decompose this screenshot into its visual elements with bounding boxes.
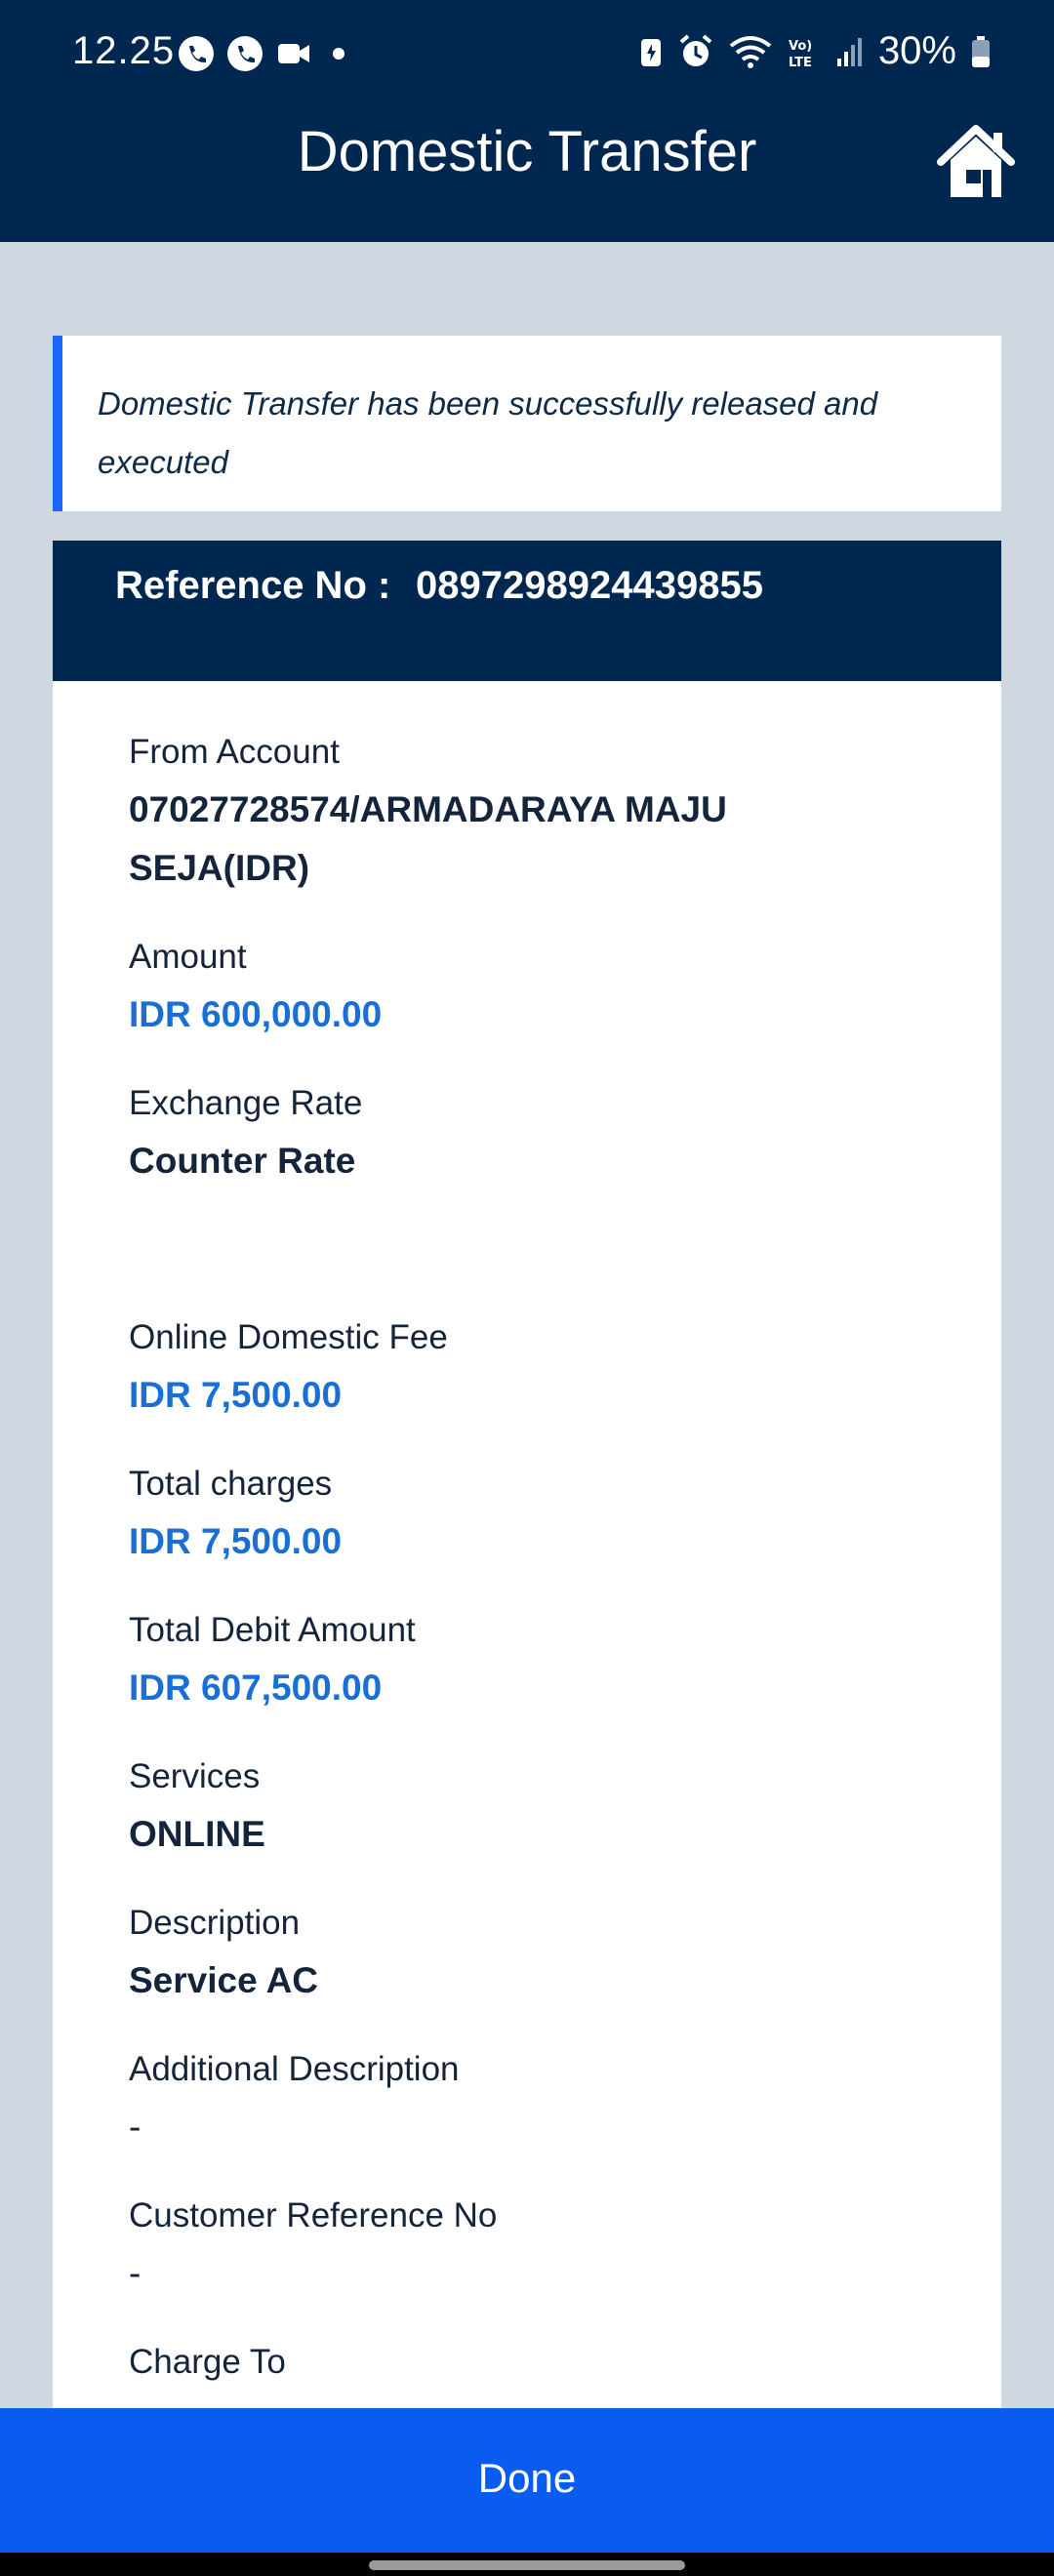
field-value: ONLINE bbox=[129, 1814, 265, 1854]
field-value: Service AC bbox=[129, 1960, 319, 2000]
reference-value: 0897298924439855 bbox=[416, 564, 763, 607]
home-icon bbox=[935, 121, 1017, 203]
alarm-icon bbox=[677, 33, 714, 70]
page-title: Domestic Transfer bbox=[297, 120, 757, 183]
field-customer-reference-no bbox=[129, 2194, 910, 2303]
volte-icon bbox=[787, 33, 822, 70]
field-label: Total Debit Amount bbox=[129, 1611, 416, 1649]
svg-text:LTE: LTE bbox=[788, 55, 812, 70]
battery-saver-icon bbox=[638, 33, 664, 70]
field-value: IDR 607,500.00 bbox=[129, 1668, 383, 1708]
home-gesture-handle[interactable] bbox=[369, 2560, 685, 2570]
done-label: Done bbox=[477, 2455, 577, 2501]
field-label: Amount bbox=[129, 938, 247, 976]
field-label: Additional Description bbox=[129, 2050, 460, 2088]
reference-label: Reference No : bbox=[115, 564, 391, 607]
field-from-account bbox=[129, 730, 910, 898]
field-label: Total charges bbox=[129, 1465, 333, 1503]
wifi-icon bbox=[728, 33, 773, 70]
alert-message: Domestic Transfer has been successfully released and executed bbox=[98, 385, 878, 480]
field-value: IDR 600,000.00 bbox=[129, 994, 383, 1034]
phone-call-icon bbox=[178, 35, 215, 72]
reference-band bbox=[53, 541, 1001, 681]
field-exchange-rate bbox=[129, 1081, 910, 1190]
field-services bbox=[129, 1754, 910, 1864]
field-value: IDR 7,500.00 bbox=[129, 1521, 343, 1561]
field-label: Description bbox=[129, 1904, 301, 1942]
field-value: - bbox=[129, 2253, 142, 2293]
battery-icon bbox=[970, 33, 992, 70]
done-button[interactable] bbox=[0, 2408, 1054, 2553]
app-header bbox=[0, 0, 1054, 242]
field-value: Counter Rate bbox=[129, 1141, 356, 1181]
phone-call-icon bbox=[226, 35, 264, 72]
field-label: Online Domestic Fee bbox=[129, 1318, 448, 1356]
system-nav-bar bbox=[0, 2553, 1054, 2576]
notification-dot-icon bbox=[324, 35, 353, 72]
video-call-icon bbox=[275, 35, 312, 72]
field-charge-to bbox=[129, 2340, 910, 2391]
status-bar bbox=[0, 0, 1054, 107]
home-button[interactable] bbox=[935, 121, 1017, 203]
field-value: - bbox=[129, 2107, 142, 2147]
signal-icon bbox=[835, 33, 865, 70]
field-label: Exchange Rate bbox=[129, 1084, 363, 1122]
field-amount bbox=[129, 935, 910, 1044]
status-right bbox=[638, 29, 992, 73]
svg-text:Vo): Vo) bbox=[788, 38, 813, 54]
field-label: Services bbox=[129, 1757, 261, 1795]
field-online-domestic-fee bbox=[129, 1315, 910, 1425]
field-label: Charge To bbox=[129, 2343, 286, 2381]
success-alert bbox=[53, 336, 1001, 511]
status-time: 12.25 bbox=[72, 29, 176, 72]
field-value: IDR 7,500.00 bbox=[129, 1375, 343, 1415]
transfer-details bbox=[53, 681, 1001, 2408]
field-label: Customer Reference No bbox=[129, 2196, 498, 2234]
field-total-charges bbox=[129, 1462, 910, 1571]
field-description bbox=[129, 1901, 910, 2010]
status-left-icons bbox=[178, 35, 353, 72]
field-total-debit-amount bbox=[129, 1608, 910, 1717]
battery-percent: 30% bbox=[877, 29, 956, 72]
field-label: From Account bbox=[129, 733, 340, 771]
field-value: 07027728574/ARMADARAYA MAJU SEJA(IDR) bbox=[129, 789, 727, 888]
field-additional-description bbox=[129, 2047, 910, 2156]
